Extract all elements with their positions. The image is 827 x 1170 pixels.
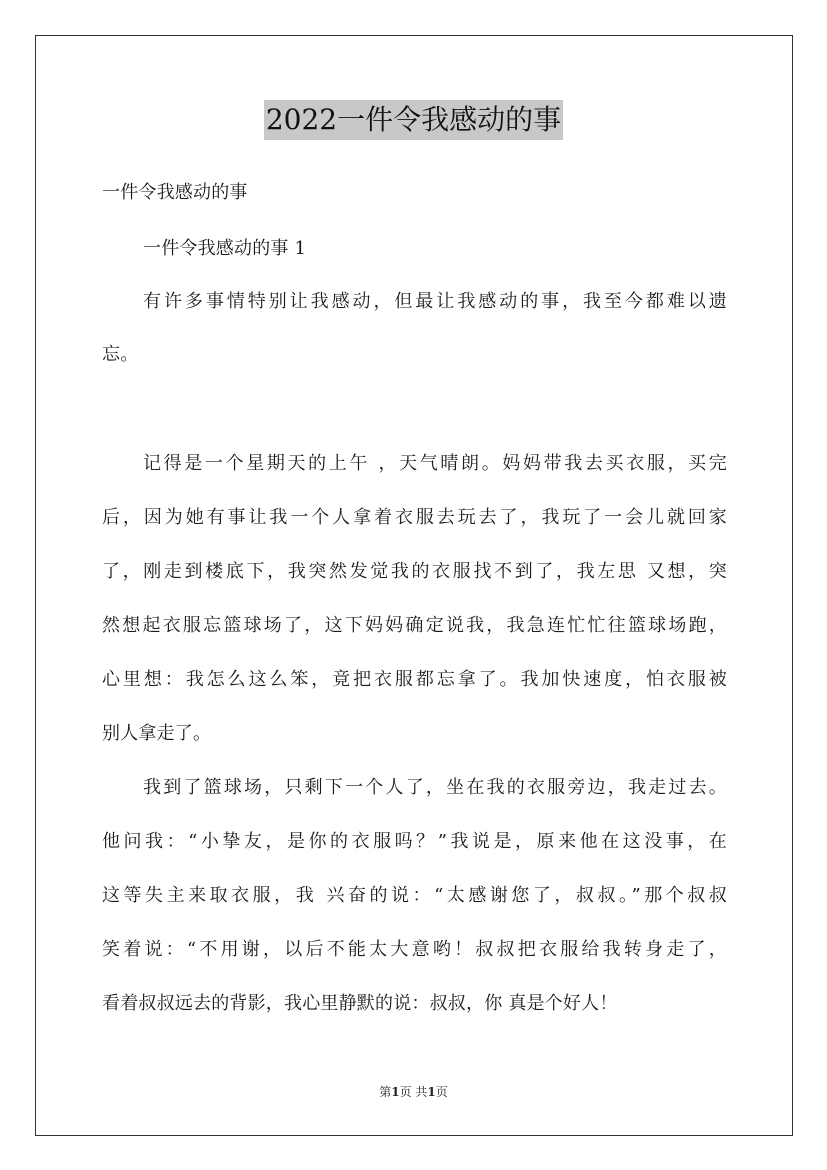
paragraph-line: 看着叔叔远去的背影，我心里静默的说：叔叔，你 真是个好人！ — [102, 993, 618, 1014]
paragraph-line: 心里想：我怎么这么笨，竟把衣服都忘拿了。我加快速度，怕衣服被 — [102, 669, 727, 690]
paragraph-line: 我到了篮球场，只剩下一个人了，坐在我的衣服旁边，我走过去。 — [143, 777, 727, 798]
paragraph-line: 然想起衣服忘篮球场了，这下妈妈确定说我，我急连忙忙往篮球场跑， — [102, 615, 727, 636]
paragraph-line: 笑着说：“不用谢，以后不能太大意哟！叔叔把衣服给我转身走了， — [102, 939, 727, 960]
paragraph-line: 有许多事情特别让我感动，但最让我感动的事，我至今都难以遗 — [143, 291, 727, 312]
paragraph-line: 别人拿走了。 — [102, 723, 212, 744]
document-title: 2022一件令我感动的事 — [264, 100, 563, 140]
section-heading: 一件令我感动的事 — [102, 182, 248, 203]
page-footer — [0, 1084, 827, 1100]
footer-total-number: 1 — [427, 1085, 436, 1099]
paragraph-line: 忘。 — [102, 344, 139, 365]
paragraph-line: 了，刚走到楼底下，我突然发觉我的衣服找不到了，我左思 又想，突 — [102, 561, 727, 582]
paragraph-line: 这等失主来取衣服，我 兴奋的说：“太感谢您了，叔叔。”那个叔叔 — [102, 885, 727, 906]
paragraph-line: 他问我：“小挚友，是你的衣服吗？”我说是，原来他在这没事，在 — [102, 831, 727, 852]
section-subheading: 一件令我感动的事 1 — [143, 238, 307, 259]
footer-page-prefix: 第 — [379, 1085, 392, 1099]
footer-page-number: 1 — [391, 1085, 400, 1099]
title-container — [0, 100, 827, 140]
footer-total-suffix: 页 — [435, 1085, 448, 1099]
paragraph-line: 记得是一个星期天的上午 ，天气晴朗。妈妈带我去买衣服，买完 — [143, 453, 727, 474]
footer-page-suffix: 页 — [399, 1085, 412, 1099]
paragraph-line: 后，因为她有事让我一个人拿着衣服去玩去了，我玩了一会儿就回家 — [102, 507, 727, 528]
footer-total-prefix: 共 — [415, 1085, 428, 1099]
